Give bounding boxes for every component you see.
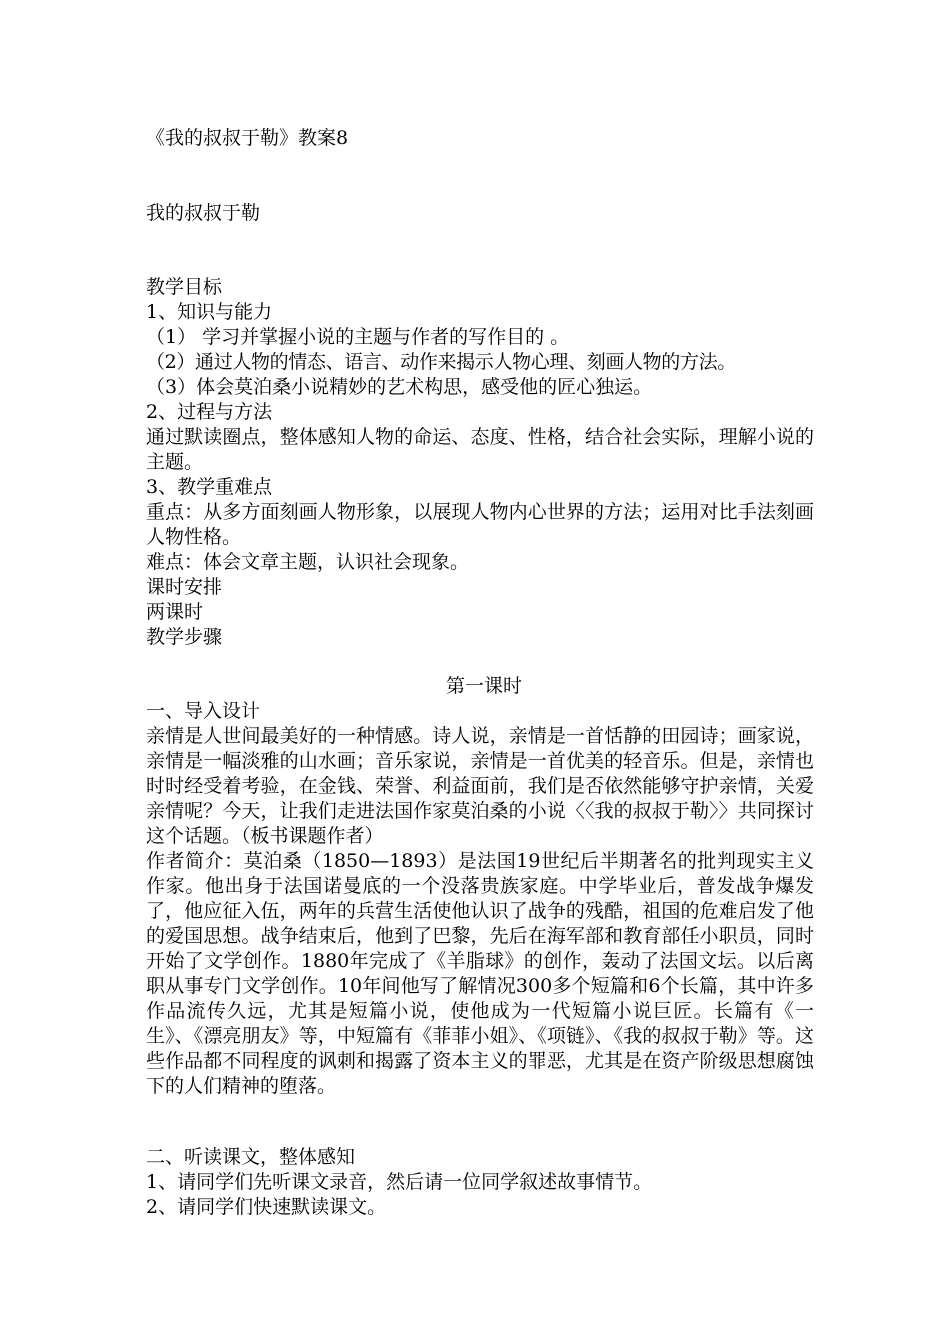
- schedule-heading: 课时安排: [146, 576, 223, 598]
- key-point-text: 重点：从多方面刻画人物形象，以展现人物内心世界的方法；运用对比手法刻画人物性格。: [146, 501, 814, 548]
- document-title: 《我的叔叔于勒》教案8: [146, 127, 349, 149]
- reading-item-1: 1、请同学们先听课文录音，然后请一位同学叙述故事情节。: [146, 1171, 653, 1193]
- objective-process-heading: 2、过程与方法: [146, 401, 273, 423]
- objective-knowledge-item-2: （2）通过人物的情态、语言、动作来揭示人物心理、刻画人物的方法。: [146, 351, 736, 373]
- document-body: [146, 275, 814, 1099]
- schedule-value: 两课时: [146, 601, 204, 623]
- objective-keypoints-heading: 3、教学重难点: [146, 476, 273, 498]
- section-reading-heading: 二、听读课文，整体感知: [146, 1146, 356, 1168]
- steps-heading: 教学步骤: [146, 626, 223, 648]
- objective-knowledge-heading: 1、知识与能力: [146, 301, 273, 323]
- reading-section: [146, 1145, 814, 1220]
- objective-process-text: 通过默读圈点，整体感知人物的命运、态度、性格，结合社会实际，理解小说的主题。: [146, 426, 814, 473]
- spacer: [146, 650, 814, 674]
- lesson-title: 我的叔叔于勒: [146, 202, 261, 224]
- reading-item-2: 2、请同学们快速默读课文。: [146, 1196, 387, 1218]
- objective-knowledge-item-1: （1） 学习并掌握小说的主题与作者的写作目的 。: [146, 326, 570, 348]
- intro-paragraph: 亲情是人世间最美好的一种情感。诗人说，亲情是一首恬静的田园诗；画家说，亲情是一幅淡雅的山水画；音乐家说，亲情是一首优美的轻音乐。但是，亲情也时时经受着考验，在金钱、荣誉、利益面前，我们是否依然能够守护亲情，关爱亲情呢？今天，让我们走进法国作家莫泊桑的小说〈〈我的叔叔于勒〉〉共同探讨这个话题。（板书课题作者）: [146, 725, 814, 847]
- author-paragraph: 作者简介：莫泊桑（1850—1893）是法国19世纪后半期著名的批判现实主义作家。他出身于法国诺曼底的一个没落贵族家庭。中学毕业后，普发战争爆发了，他应征入伍，两年的兵营生活使他认识了战争的残酷，祖国的危难启发了他的爱国思想。战争结束后，他到了巴黎，先后在海军部和教育部任小职员，同时开始了文学创作。1880年完成了《羊脂球》的创作，轰动了法国文坛。以后离职从事专门文学创作。10年间他写了解情况300多个短篇和6个长篇，其中许多作品流传久远，尤其是短篇小说，使他成为一代短篇小说巨匠。长篇有《一生》、《漂亮朋友》等，中短篇有《菲菲小姐》、《项链》、《我的叔叔于勒》等。这些作品都不同程度的讽刺和揭露了资本主义的罪恶，尤其是在资产阶级思想腐蚀下的人们精神的堕落。: [146, 850, 814, 1097]
- lesson-one-title: 第一课时: [445, 675, 522, 697]
- section-intro-heading: 一、导入设计: [146, 700, 261, 722]
- objective-knowledge-item-3: （3）体会莫泊桑小说精妙的艺术构思，感受他的匠心独运。: [146, 376, 653, 398]
- objectives-heading: 教学目标: [146, 276, 223, 298]
- difficult-point-text: 难点：体会文章主题，认识社会现象。: [146, 551, 470, 573]
